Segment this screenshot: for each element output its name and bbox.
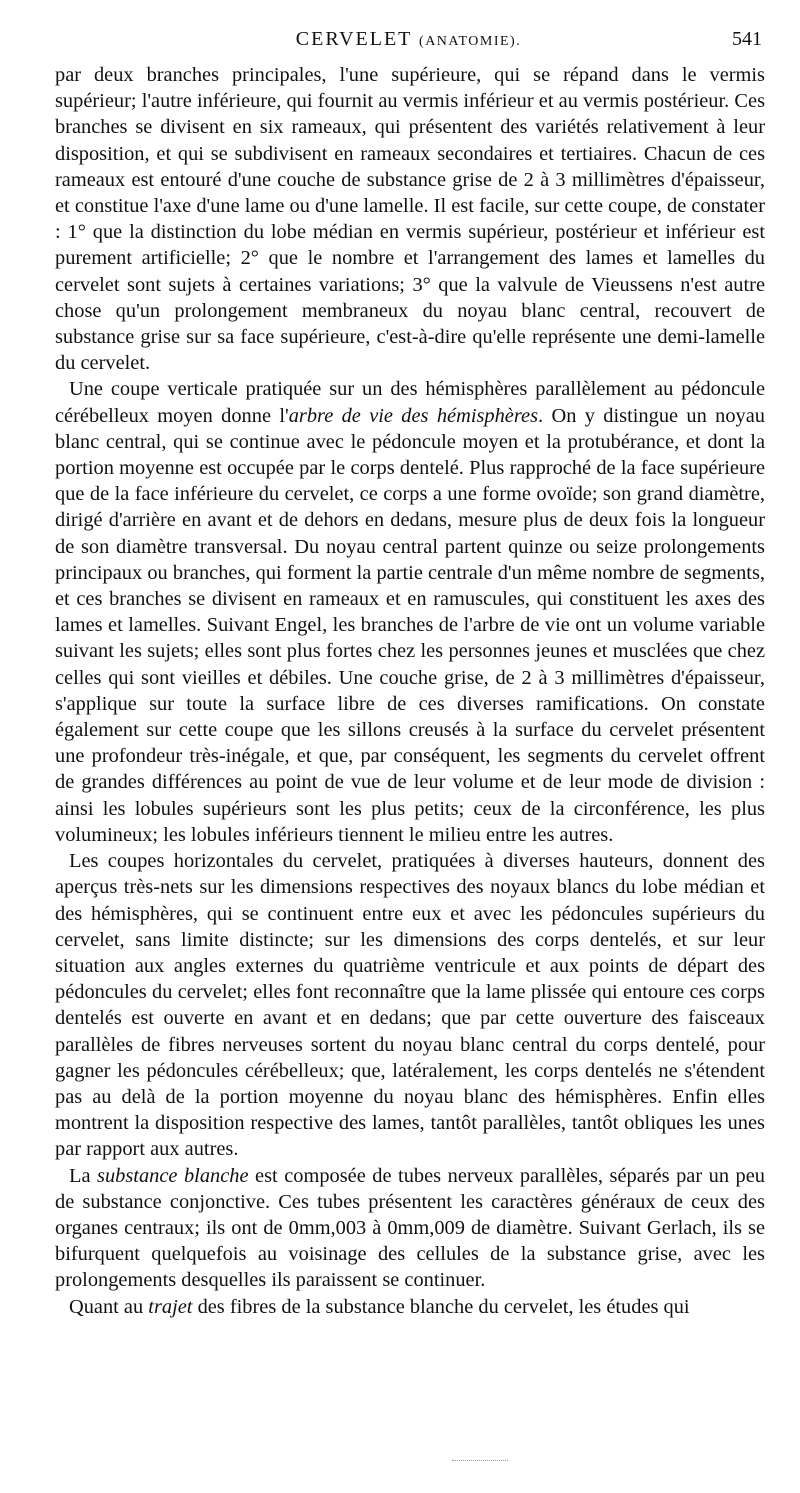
paragraph	[55, 848, 765, 1162]
page-header	[55, 28, 762, 58]
italic-term: trajet	[148, 1295, 193, 1318]
running-head-subtitle: (ANATOMIE).	[419, 34, 522, 49]
text-run: Les coupes horizontales du cervelet, pratiquées à diverses hauteurs, donnent des aperçus très-nets sur les dimensions respectives des noyaux blancs du lobe médian et des hémisphères, qui se continuent entre eux et avec les pédoncules supérieurs du cervelet, sans limite distincte; sur les dimensions des corps dentelés, et sur leur situation aux angles externes du quatrième ventricule et aux points de départ des pédoncules du cervelet; elles font reconnaître que la lame plissée qui entoure ces corps dentelés est ouverte en avant et en dedans; que par cette ouverture des faisceaux parallèles de fibres nerveuses sortent du noyau blanc central du corps dentelé, pour gagner les pédoncules cérébelleux; que, latéralement, les corps dentelés ne s'étendent pas au delà de la portion moyenne du noyau blanc des hémisphères. Enfin elles montrent la disposition respective des lames, tantôt parallèles, tantôt obliques les unes par rapport aux autres.	[55, 850, 765, 1161]
text-run: Une coupe verticale pratiquée sur un des hémisphères parallèlement au pédoncule cérébelleux moyen donne l'	[55, 378, 765, 427]
running-head-title: CERVELET	[295, 28, 413, 50]
italic-term: arbre de vie des hémisphères	[288, 404, 539, 427]
paragraph	[55, 1294, 765, 1320]
text-run: des fibres de la substance blanche du cervelet, les études qui	[192, 1295, 690, 1318]
text-run: par deux branches principales, l'une supérieure, qui se répand dans le vermis supérieur; l'autre inférieure, qui fournit au vermis inférieur et au vermis postérieur. Ces branches se divisent en six rameaux, qui présentent des variétés relativement à leur disposition, et qui se subdivisent en rameaux secondaires et tertiaires. Chacun de ces rameaux est entouré d'une couche de substance grise de 2 à 3 millimètres d'épaisseur, et constitue l'axe d'une lame ou d'une lamelle. Il est facile, sur cette coupe, de constater : 1° que la distinction du lobe médian en vermis supérieur, postérieur et inférieur est purement artificielle; 2° que le nombre et l'arrangement des lames et lamelles du cervelet sont sujets à certaines variations; 3° que la valvule de Vieussens n'est autre chose qu'un prolongement membraneux du noyau blanc central, recouvert de substance grise sur sa face supérieure, c'est-à-dire qu'elle représente une demi-lamelle du cervelet.	[55, 64, 765, 375]
page-number: 541	[732, 28, 762, 50]
footer-rule	[452, 1460, 508, 1461]
paragraph	[55, 62, 765, 376]
paragraph	[55, 376, 765, 848]
text-run: Quant au	[69, 1295, 149, 1318]
paragraph	[55, 1163, 765, 1294]
text-run: est composée de tubes nerveux parallèles, séparés par un peu de substance conjonctive. Ces tubes présentent les caractères généraux de ceux des organes centraux; ils ont de 0mm,003 à 0mm,009 de diamètre. Suivant Gerlach, ils se bifurquent quelquefois au voisinage des cellules de la substance grise, avec les prolongements desquelles ils paraissent se continuer.	[55, 1164, 765, 1292]
text-run: . On y distingue un noyau blanc central, qui se continue avec le pédoncule moyen et la protubérance, et dont la portion moyenne est occupée par le corps dentelé. Plus rapproché de la face supérieure que de la face inférieure du cervelet, ce corps a une forme ovoïde; son grand diamètre, dirigé d'arrière en avant et de dehors en dedans, mesure plus de deux fois la longueur de son diamètre transversal. Du noyau central partent quinze ou seize prolongements principaux ou branches, qui forment la partie centrale d'un même nombre de segments, et ces branches se divisent en rameaux et en ramuscules, qui constituent les axes des lames et lamelles. Suivant Engel, les branches de l'arbre de vie ont un volume variable suivant les sujets; elles sont plus fortes chez les personnes jeunes et musclées que chez celles qui sont vieilles et débiles. Une couche grise, de 2 à 3 millimètres d'épaisseur, s'applique sur toute la surface libre de ces diverses ramifications. On constate également sur cette coupe que les sillons creusés à la surface du cervelet présentent une profondeur très-inégale, et que, par conséquent, les segments du cervelet offrent de grandes différences au point de vue de leur volume et de leur mode de division : ainsi les lobules supérieurs sont les plus petits; ceux de la circonférence, les plus volumineux; les lobules inférieurs tiennent le milieu entre les autres.	[55, 404, 765, 846]
body-text	[55, 62, 765, 1320]
text-run: La	[69, 1164, 98, 1187]
italic-term: substance blanche	[97, 1164, 249, 1187]
running-head	[55, 28, 762, 51]
